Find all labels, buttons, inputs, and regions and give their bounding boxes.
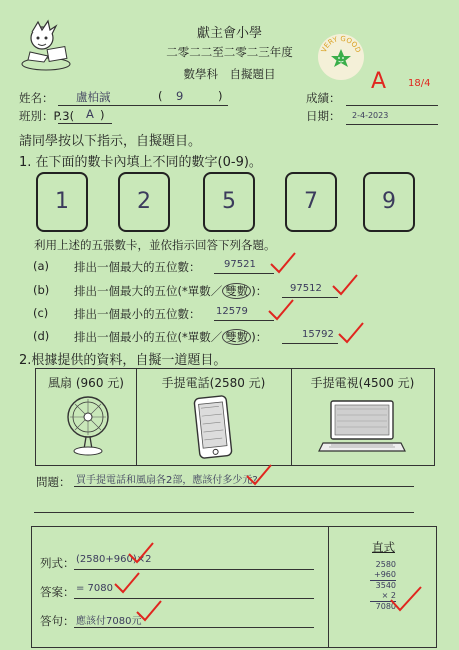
- cartoon-reading-icon: [18, 18, 74, 74]
- vertical-label: 直式: [372, 540, 395, 554]
- number-value: 9: [176, 89, 184, 103]
- check-mark-icon: [268, 250, 298, 276]
- number-open-bracket: (: [158, 89, 163, 103]
- answer-box: [31, 526, 437, 648]
- very-good-stamp: [318, 34, 364, 80]
- check-mark-icon: [134, 598, 164, 624]
- q1c-answer: 12579: [216, 306, 248, 317]
- laptop-icon: [317, 399, 407, 459]
- class-label: 班別：P.3(: [19, 109, 75, 123]
- number-card-2: 2: [118, 172, 170, 232]
- question-line-2: [34, 512, 414, 513]
- check-mark-icon: [244, 462, 274, 488]
- check-mark-icon: [126, 540, 156, 566]
- sentence-field: [74, 612, 314, 628]
- q1a-answer: 97521: [224, 259, 256, 270]
- q1d-label: (d): [33, 329, 50, 343]
- q1c-answer-field: [214, 306, 274, 321]
- check-mark-icon: [330, 272, 360, 298]
- answer-label: 答案：: [40, 585, 75, 599]
- school-year: 二零二二至二零二三年度: [166, 45, 293, 59]
- check-mark-icon: [112, 570, 142, 596]
- q1c-label: (c): [33, 306, 49, 320]
- phone-icon: [188, 393, 238, 461]
- q1b-label: (b): [33, 283, 50, 297]
- date-label: 日期：: [306, 109, 341, 123]
- check-mark-icon: [336, 320, 366, 346]
- q1a-label: (a): [33, 259, 50, 273]
- number-card-1: 1: [36, 172, 88, 232]
- instruction-text: 請同學按以下指示，自擬題目。: [19, 134, 202, 149]
- product-cell-phone: [136, 369, 292, 465]
- number-close-bracket: ): [218, 89, 223, 103]
- question-answer: 買手提電話和風扇各2部，應該付多少元?: [76, 475, 258, 486]
- sentence-answer: 應該付7080元: [76, 616, 142, 627]
- answer-field: [74, 583, 314, 599]
- stamp-text: VERY GOOD: [319, 34, 363, 54]
- q1d-answer: 15792: [302, 329, 334, 340]
- name-field: [58, 89, 228, 106]
- check-mark-icon: [266, 297, 296, 323]
- grade-label: 成績：: [306, 91, 341, 105]
- q1-intro: 利用上述的五張數卡，並依指示回答下列各題。: [34, 238, 276, 252]
- number-card-4: 7: [285, 172, 337, 232]
- vertical-working: 2580 +960 3540 × 2 7080: [370, 560, 396, 612]
- q1b-answer: 97512: [290, 283, 322, 294]
- q1d-circled-option: 雙數: [222, 329, 251, 345]
- class-value: A: [86, 107, 94, 121]
- fan-icon: [58, 393, 118, 457]
- q1d-answer-field: [282, 329, 338, 344]
- product-cell-laptop: [291, 369, 434, 465]
- question-label: 問題：: [36, 475, 71, 489]
- name-value: 盧柏誠: [76, 90, 111, 104]
- class-underline: [58, 123, 112, 124]
- date-field: [346, 108, 438, 125]
- sentence-label: 答句：: [40, 614, 75, 628]
- q1d-text: 排出一個最小的五位(*單數／ 雙數 )：: [74, 330, 268, 344]
- answer-value: = 7080: [76, 583, 114, 594]
- q1-title: 1. 在下面的數卡內填上不同的數字(0-9)。: [19, 155, 262, 170]
- school-name: 獻主會小學: [196, 26, 262, 41]
- q1c-text: 排出一個最小的五位數：: [74, 307, 201, 321]
- answer-box-divider: [328, 527, 329, 647]
- formula-answer: (2580+960)×2: [76, 554, 152, 565]
- product-label-fan: 風扇 (960 元): [48, 376, 124, 390]
- number-card-5: 9: [363, 172, 415, 232]
- q2-title: 2.根據提供的資料，自擬一道題目。: [19, 353, 227, 368]
- q1a-answer-field: [214, 259, 274, 274]
- product-label-laptop: 手提電視(4500 元): [310, 376, 415, 390]
- formula-field: [74, 554, 314, 570]
- name-label: 姓名：: [19, 91, 54, 105]
- product-table: [35, 368, 435, 466]
- worksheet-subject: 數學科 自擬題目: [183, 67, 276, 81]
- q1a-text: 排出一個最大的五位數：: [74, 260, 201, 274]
- number-card-3: 5: [203, 172, 255, 232]
- q1b-circled-option: 雙數: [222, 283, 251, 299]
- product-cell-fan: [36, 369, 137, 465]
- q1b-text: 排出一個最大的五位(*單數／ 雙數 )：: [74, 284, 268, 298]
- grade-field: [346, 89, 438, 106]
- formula-label: 列式：: [40, 556, 75, 570]
- date-value: 2-4-2023: [352, 111, 389, 120]
- class-close-bracket: ): [100, 108, 105, 122]
- check-mark-icon: [388, 584, 424, 614]
- grade-date: 18/4: [408, 78, 431, 89]
- product-label-phone: 手提電話(2580 元): [161, 376, 266, 390]
- grade-value: A: [371, 69, 387, 94]
